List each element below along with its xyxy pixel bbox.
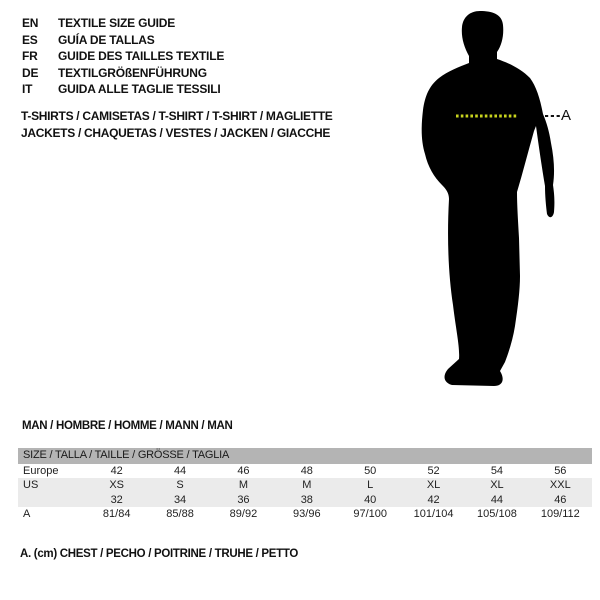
table-cell: 89/92	[229, 508, 258, 520]
language-row-de	[22, 65, 224, 82]
table-cell: 40	[364, 493, 377, 506]
table-cell: XL	[490, 479, 504, 491]
language-label: TEXTILGRÖßENFÜHRUNG	[58, 65, 207, 80]
table-cell: 105/108	[477, 508, 517, 520]
language-label: GUÍA DE TALLAS	[58, 32, 155, 47]
table-cell: 42	[427, 493, 440, 506]
table-cell: 101/104	[413, 508, 454, 520]
table-row-chest-a	[18, 507, 592, 522]
table-header: SIZE / TALLA / TAILLE / GRÖSSE / TAGLIA	[18, 448, 592, 464]
language-code: EN	[22, 16, 39, 30]
table-cell: 93/96	[293, 508, 321, 520]
table-cell: 97/100	[353, 508, 388, 520]
section-title-man: MAN / HOMBRE / HOMME / MANN / MAN	[22, 420, 233, 432]
table-cell: 54	[490, 464, 504, 477]
table-cell: 46	[237, 464, 250, 477]
table-cell: M	[302, 479, 312, 491]
language-code: IT	[22, 82, 33, 97]
measurement-footnote: A. (cm) CHEST / PECHO / POITRINE / TRUHE / PETTO	[20, 548, 299, 560]
table-cell: XXL	[549, 479, 571, 491]
table-cell: 44	[173, 464, 187, 477]
language-row-es	[22, 32, 224, 49]
language-row-fr	[22, 48, 224, 65]
row-label: A	[23, 508, 31, 520]
table-cell: 52	[427, 464, 440, 477]
language-row-it	[22, 81, 224, 98]
table-cell: 32	[110, 493, 123, 506]
table-cell: 109/112	[540, 508, 580, 520]
table-cell: 38	[300, 493, 313, 506]
table-cell: XS	[109, 479, 125, 491]
language-code: ES	[22, 32, 38, 47]
table-row-us	[18, 478, 592, 493]
table-cell: 44	[490, 493, 504, 506]
table-row-europe	[18, 464, 592, 479]
table-cell: 85/88	[166, 508, 194, 520]
row-label: US	[23, 479, 39, 491]
table-cell: L	[367, 479, 374, 491]
table-cell: 81/84	[102, 508, 131, 520]
table-cell: M	[238, 479, 249, 491]
table-cell: 42	[110, 464, 123, 477]
language-code: DE	[22, 65, 39, 80]
table-cell: 56	[554, 464, 567, 477]
table-row-us-numeric	[18, 493, 592, 508]
category-line-jackets: JACKETS / CHAQUETAS / VESTES / JACKEN / GIACCHE	[21, 125, 331, 140]
table-cell: XL	[426, 479, 441, 491]
language-row-en	[22, 15, 224, 32]
table-cell: S	[176, 479, 184, 491]
language-list	[22, 15, 224, 98]
table-cell: 36	[237, 493, 250, 506]
table-cell: 34	[173, 493, 187, 506]
measure-label-a: A	[561, 107, 572, 124]
man-silhouette	[410, 0, 585, 400]
category-lines	[21, 108, 333, 141]
language-label: GUIDE DES TAILLES TEXTILE	[58, 49, 225, 64]
language-label: GUIDA ALLE TAGLIE TESSILI	[58, 82, 221, 97]
language-label: TEXTILE SIZE GUIDE	[58, 16, 176, 30]
table-cell: 50	[364, 464, 377, 477]
table-cell: 48	[300, 464, 313, 477]
size-table	[18, 448, 592, 522]
table-cell: 46	[554, 493, 567, 506]
silhouette-shape	[422, 11, 555, 386]
category-line-tshirts: T-SHIRTS / CAMISETAS / T-SHIRT / T-SHIRT / MAGLIETTE	[21, 109, 333, 123]
row-label: Europe	[23, 464, 59, 477]
row-label	[18, 493, 85, 508]
language-code: FR	[22, 49, 38, 64]
